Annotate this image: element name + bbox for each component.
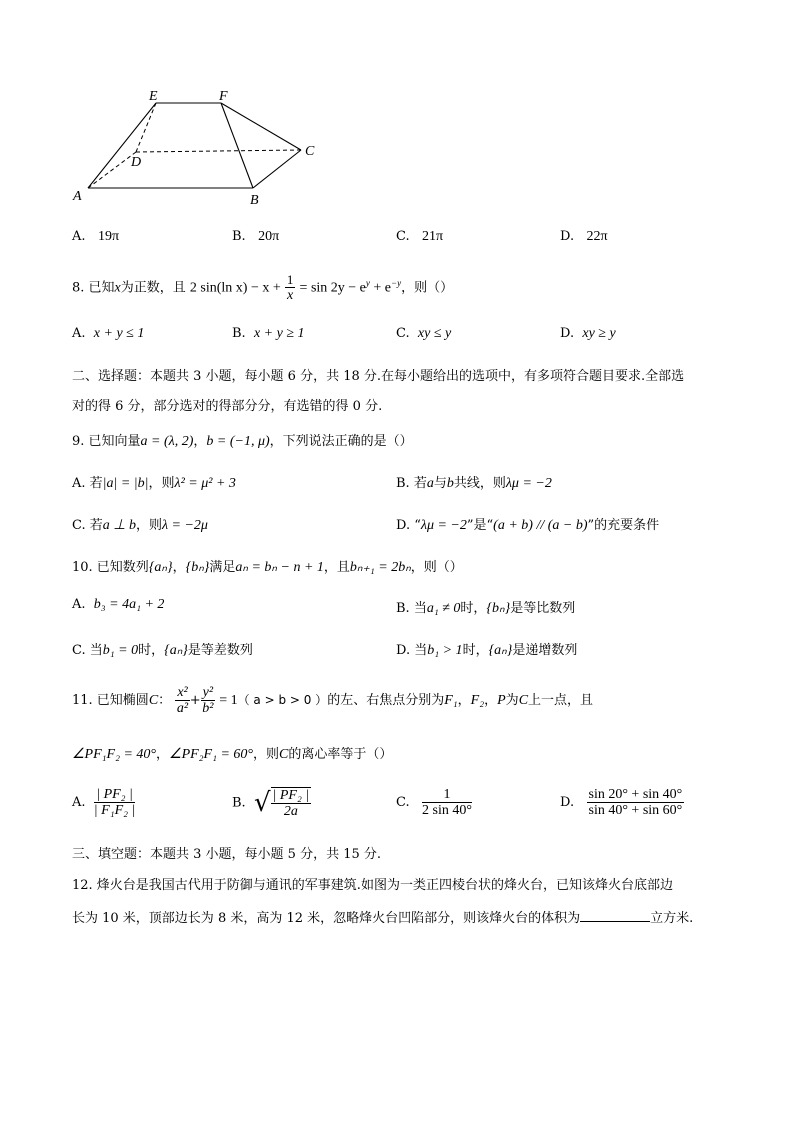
q10-option-d[interactable]: D. 当b₁ > 1时，{aₙ}是递增数列 [396,643,578,658]
q12-line2: 长为 10 米，顶部边长为 8 米，高为 12 米，忽略烽火台凹陷部分，则该烽火台的体积为 立方米. [72,911,694,926]
vertex-label-b: B [250,193,259,208]
q9-option-c[interactable]: C. 若a ⊥ b，则λ = −2μ [72,518,208,533]
q10-option-a[interactable]: A. b₃ = 4a₁ + 2 [72,597,165,612]
q8-option-a[interactable]: A. x + y ≤ 1 [72,326,145,341]
answer-blank[interactable] [580,909,650,922]
section2-line1: 二、选择题：本题共 3 小题，每小题 6 分，共 18 分.在每小题给出的选项中，有多项符合题目要求.全部选 [72,369,685,384]
q11-option-c[interactable]: C. $\frac{1}{2 \sin 40^\circ}$ [396,787,472,818]
q8-stem: 8. 已知x为正数，且 2 sin(ln x) − x + $\frac{1}{x}$ = $\sin 2y - e^y + e^{-y}$，则（） [72,272,454,304]
section2-line2: 对的得 6 分，部分选对的得部分分，有选错的得 0 分. [72,399,383,414]
section3-title: 三、填空题：本题共 3 小题，每小题 5 分，共 15 分. [72,847,382,862]
q11-option-d[interactable]: D. $\frac{\sin 20^\circ + \sin 40^\circ}{\sin 40^\circ + \sin 60^\circ}$ [560,787,683,818]
q9-option-b[interactable]: B. 若a与b共线，则λμ = −2 [396,476,552,491]
q12-line1: 12. 烽火台是我国古代用于防御与通讯的军事建筑.如图为一类正四棱台状的烽火台，已知该烽火台底部边 [72,878,673,893]
solid-edges [88,103,301,188]
q7-option-d[interactable]: D. 22π [560,229,608,244]
vertex-label-e: E [149,89,158,104]
q9-option-d[interactable]: D. “λμ = −2”是“(a + b) // (a − b)”的充要条件 [396,518,660,533]
q11-stem-line1: 11. 已知椭圆C： $\frac{\text{x²}}{\text{a²}}$ + $\frac{\text{y²}}{\text{b²}}$ = 1（ a > b > 0 ）的左、右焦点分别为F₁，F₂，P为C上一点，且 [72,685,594,716]
geometry-figure [60,82,330,212]
q10-option-b[interactable]: B. 当a₁ ≠ 0时，{bₙ}是等比数列 [396,601,576,616]
q8-option-d[interactable]: D. xy ≥ y [560,326,616,341]
vertex-label-f: F [219,89,228,104]
q11-stem-line2: ∠PF₁F₂ = 40°，∠PF₂F₁ = 60°，则C的离心率等于（） [72,747,393,762]
q10-stem: 10. 已知数列{aₙ}，{bₙ}满足aₙ = bₙ − n + 1，且bₙ₊₁ = 2bₙ，则（） [72,560,463,575]
vertex-label-c: C [305,144,315,159]
q11-option-b[interactable]: B. √ $\frac{\text{| PF₂ |}}{2a}$ [232,788,310,819]
q8-option-b[interactable]: B. x + y ≥ 1 [232,326,305,341]
q8-option-c[interactable]: C. xy ≤ y [396,326,452,341]
q9-stem: 9. 已知向量a = (λ, 2)，b = (−1, μ)，下列说法正确的是（） [72,434,413,449]
q10-option-c[interactable]: C. 当b₁ = 0时，{aₙ}是等差数列 [72,643,253,658]
q7-option-a[interactable]: A. 19π [72,229,120,244]
vertex-label-d: D [131,155,142,170]
q7-option-b[interactable]: B. 20π [232,229,280,244]
q9-option-a[interactable]: A. 若|a| = |b|，则λ² = μ² + 3 [72,476,236,491]
q7-option-c[interactable]: C. 21π [396,229,444,244]
vertex-label-a: A [73,189,82,204]
q11-option-a[interactable]: A. $\frac{\text{| PF₂ |}}{\text{| F₁F₂ |}}$ [72,787,136,818]
